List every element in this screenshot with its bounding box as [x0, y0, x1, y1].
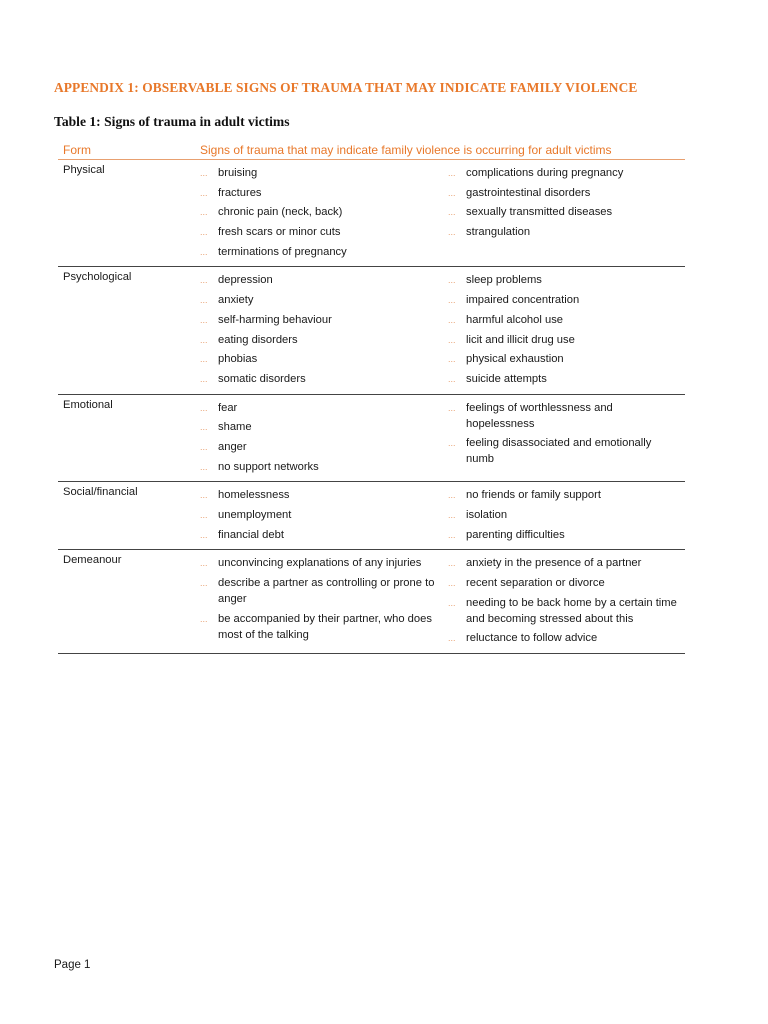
bullet-marker: ...: [448, 529, 456, 540]
bullet-marker: ...: [448, 168, 456, 178]
bullet-marker: ...: [200, 354, 208, 365]
list-item: [448, 575, 685, 591]
header-signs: Signs of trauma that may indicate family violence is occurring for adult victims: [200, 143, 612, 157]
sign-text: unemployment: [218, 509, 292, 521]
bullet-marker: ...: [200, 461, 208, 472]
bullet-marker: ...: [200, 334, 208, 345]
signs-columns: [200, 160, 685, 266]
signs-column-left: [200, 165, 448, 263]
sign-text: sexually transmitted diseases: [466, 206, 613, 219]
sign-text: no friends or family support: [466, 489, 601, 502]
list-item: [200, 371, 448, 387]
signs-columns: [200, 550, 685, 653]
sign-text: feeling disassociated and emotionally numb: [466, 437, 652, 466]
list-item: [200, 244, 448, 260]
list-item: [200, 332, 448, 348]
sign-text: physical exhaustion: [466, 353, 564, 366]
header-form: Form: [63, 143, 91, 157]
bullet-marker: ...: [200, 441, 208, 452]
sign-text: reluctance to follow advice: [466, 632, 598, 645]
bullet-marker: ...: [200, 422, 208, 433]
list-item: [200, 351, 448, 367]
signs-column-right: [448, 272, 685, 390]
sign-text: impaired concentration: [466, 294, 580, 307]
list-item: [448, 332, 685, 348]
bullet-marker: ...: [200, 314, 208, 325]
list-item: [448, 487, 685, 503]
table-body: [58, 160, 685, 654]
bullet-marker: ...: [448, 354, 456, 365]
bullet-marker: ...: [448, 187, 456, 198]
sign-text: bruising: [218, 167, 258, 179]
signs-column-right: [448, 487, 685, 546]
table-row: [58, 267, 685, 394]
list-item: [200, 419, 448, 435]
table-header: [58, 142, 685, 160]
bullet-marker: ...: [200, 168, 208, 178]
bullet-marker: ...: [448, 578, 456, 589]
bullet-marker: ...: [200, 373, 208, 384]
sign-text: fractures: [218, 186, 262, 199]
bullet-marker: ...: [200, 246, 208, 257]
sign-text: harmful alcohol use: [466, 313, 564, 326]
sign-text: shame: [218, 421, 252, 434]
bullet-marker: ...: [448, 438, 456, 449]
table-row: [58, 160, 685, 267]
list-item: [200, 611, 448, 643]
list-item: [448, 371, 685, 387]
list-item: [448, 224, 685, 240]
sign-text: licit and illicit drug use: [466, 333, 575, 346]
bullet-marker: ...: [200, 490, 208, 501]
list-item: [200, 224, 448, 240]
list-item: [448, 527, 685, 543]
signs-columns: [200, 482, 685, 549]
sign-text: chronic pain (neck, back): [218, 206, 343, 219]
signs-columns: [200, 267, 685, 393]
bullet-marker: ...: [200, 402, 208, 413]
sign-text: terminations of pregnancy: [218, 245, 347, 258]
bullet-marker: ...: [448, 402, 456, 413]
signs-column-right: [448, 165, 685, 263]
sign-text: feelings of worthlessness and hopelessness: [466, 401, 613, 430]
sign-text: depression: [218, 274, 273, 287]
sign-text: complications during pregnancy: [466, 167, 624, 179]
form-category: Emotional: [63, 398, 113, 411]
sign-text: eating disorders: [218, 333, 298, 346]
sign-text: fresh scars or minor cuts: [218, 226, 341, 239]
list-item: [200, 204, 448, 220]
list-item: [448, 400, 685, 432]
table-row: [58, 482, 685, 550]
list-item: [200, 185, 448, 201]
signs-column-left: [200, 487, 448, 546]
sign-text: phobias: [218, 353, 258, 366]
list-item: [448, 272, 685, 288]
bullet-marker: ...: [448, 227, 456, 238]
signs-column-left: [200, 555, 448, 650]
sign-text: suicide attempts: [466, 372, 547, 385]
bullet-marker: ...: [200, 227, 208, 238]
form-category: Psychological: [63, 271, 132, 284]
bullet-marker: ...: [448, 633, 456, 644]
list-item: [200, 439, 448, 455]
signs-column-left: [200, 272, 448, 390]
sign-text: no support networks: [218, 460, 319, 473]
bullet-marker: ...: [448, 314, 456, 325]
signs-column-right: [448, 400, 685, 479]
bullet-marker: ...: [448, 490, 456, 501]
form-category: Physical: [63, 164, 105, 176]
bullet-marker: ...: [448, 597, 456, 608]
bullet-marker: ...: [448, 558, 456, 569]
list-item: [448, 435, 685, 467]
signs-of-trauma-table: [58, 142, 685, 654]
sign-text: unconvincing explanations of any injuries: [218, 557, 422, 570]
bullet-marker: ...: [448, 207, 456, 218]
list-item: [448, 204, 685, 220]
list-item: [448, 595, 685, 627]
list-item: [200, 575, 448, 607]
appendix-title: APPENDIX 1: OBSERVABLE SIGNS OF TRAUMA THAT MAY INDICATE FAMILY VIOLENCE: [54, 80, 638, 95]
bullet-marker: ...: [448, 275, 456, 286]
list-item: [448, 555, 685, 571]
list-item: [200, 459, 448, 475]
sign-text: financial debt: [218, 528, 284, 541]
signs-column-right: [448, 555, 685, 650]
list-item: [200, 555, 448, 571]
sign-text: anxiety in the presence of a partner: [466, 557, 642, 570]
table-row: [58, 395, 685, 483]
list-item: [448, 351, 685, 367]
list-item: [200, 400, 448, 416]
bullet-marker: ...: [200, 578, 208, 589]
sign-text: gastrointestinal disorders: [466, 186, 591, 199]
bullet-marker: ...: [200, 207, 208, 218]
sign-text: anger: [218, 440, 247, 453]
bullet-marker: ...: [200, 529, 208, 540]
page-number: Page 1: [54, 959, 91, 971]
signs-columns: [200, 395, 685, 482]
sign-text: recent separation or divorce: [466, 577, 605, 590]
list-item: [200, 272, 448, 288]
table-caption: Table 1: Signs of trauma in adult victims: [54, 114, 290, 129]
list-item: [448, 185, 685, 201]
form-category: Demeanour: [63, 554, 122, 567]
list-item: [200, 527, 448, 543]
bullet-marker: ...: [448, 510, 456, 520]
sign-text: somatic disorders: [218, 372, 306, 385]
list-item: [200, 292, 448, 308]
list-item: [448, 165, 685, 181]
table-row: [58, 550, 685, 654]
bullet-marker: ...: [448, 373, 456, 384]
list-item: [448, 507, 685, 523]
sign-text: self-harming behaviour: [218, 313, 332, 326]
bullet-marker: ...: [448, 295, 456, 306]
signs-column-left: [200, 400, 448, 479]
list-item: [200, 487, 448, 503]
sign-text: fear: [218, 401, 238, 414]
bullet-marker: ...: [200, 558, 208, 569]
list-item: [200, 312, 448, 328]
form-category: Social/financial: [63, 486, 138, 499]
sign-text: homelessness: [218, 489, 290, 502]
bullet-marker: ...: [200, 275, 208, 286]
sign-text: isolation: [466, 509, 508, 521]
list-item: [200, 165, 448, 181]
list-item: [448, 312, 685, 328]
sign-text: describe a partner as controlling or prone to anger: [218, 577, 435, 606]
bullet-marker: ...: [448, 334, 456, 345]
list-item: [200, 507, 448, 523]
bullet-marker: ...: [200, 613, 208, 624]
sign-text: strangulation: [466, 226, 531, 239]
sign-text: needing to be back home by a certain time and becoming stressed about this: [466, 596, 677, 625]
sign-text: sleep problems: [466, 274, 542, 287]
sign-text: anxiety: [218, 294, 254, 307]
list-item: [448, 630, 685, 646]
bullet-marker: ...: [200, 187, 208, 198]
sign-text: be accompanied by their partner, who does most of the talking: [218, 612, 432, 641]
bullet-marker: ...: [200, 510, 208, 520]
sign-text: parenting difficulties: [466, 528, 565, 541]
bullet-marker: ...: [200, 295, 208, 306]
list-item: [448, 292, 685, 308]
